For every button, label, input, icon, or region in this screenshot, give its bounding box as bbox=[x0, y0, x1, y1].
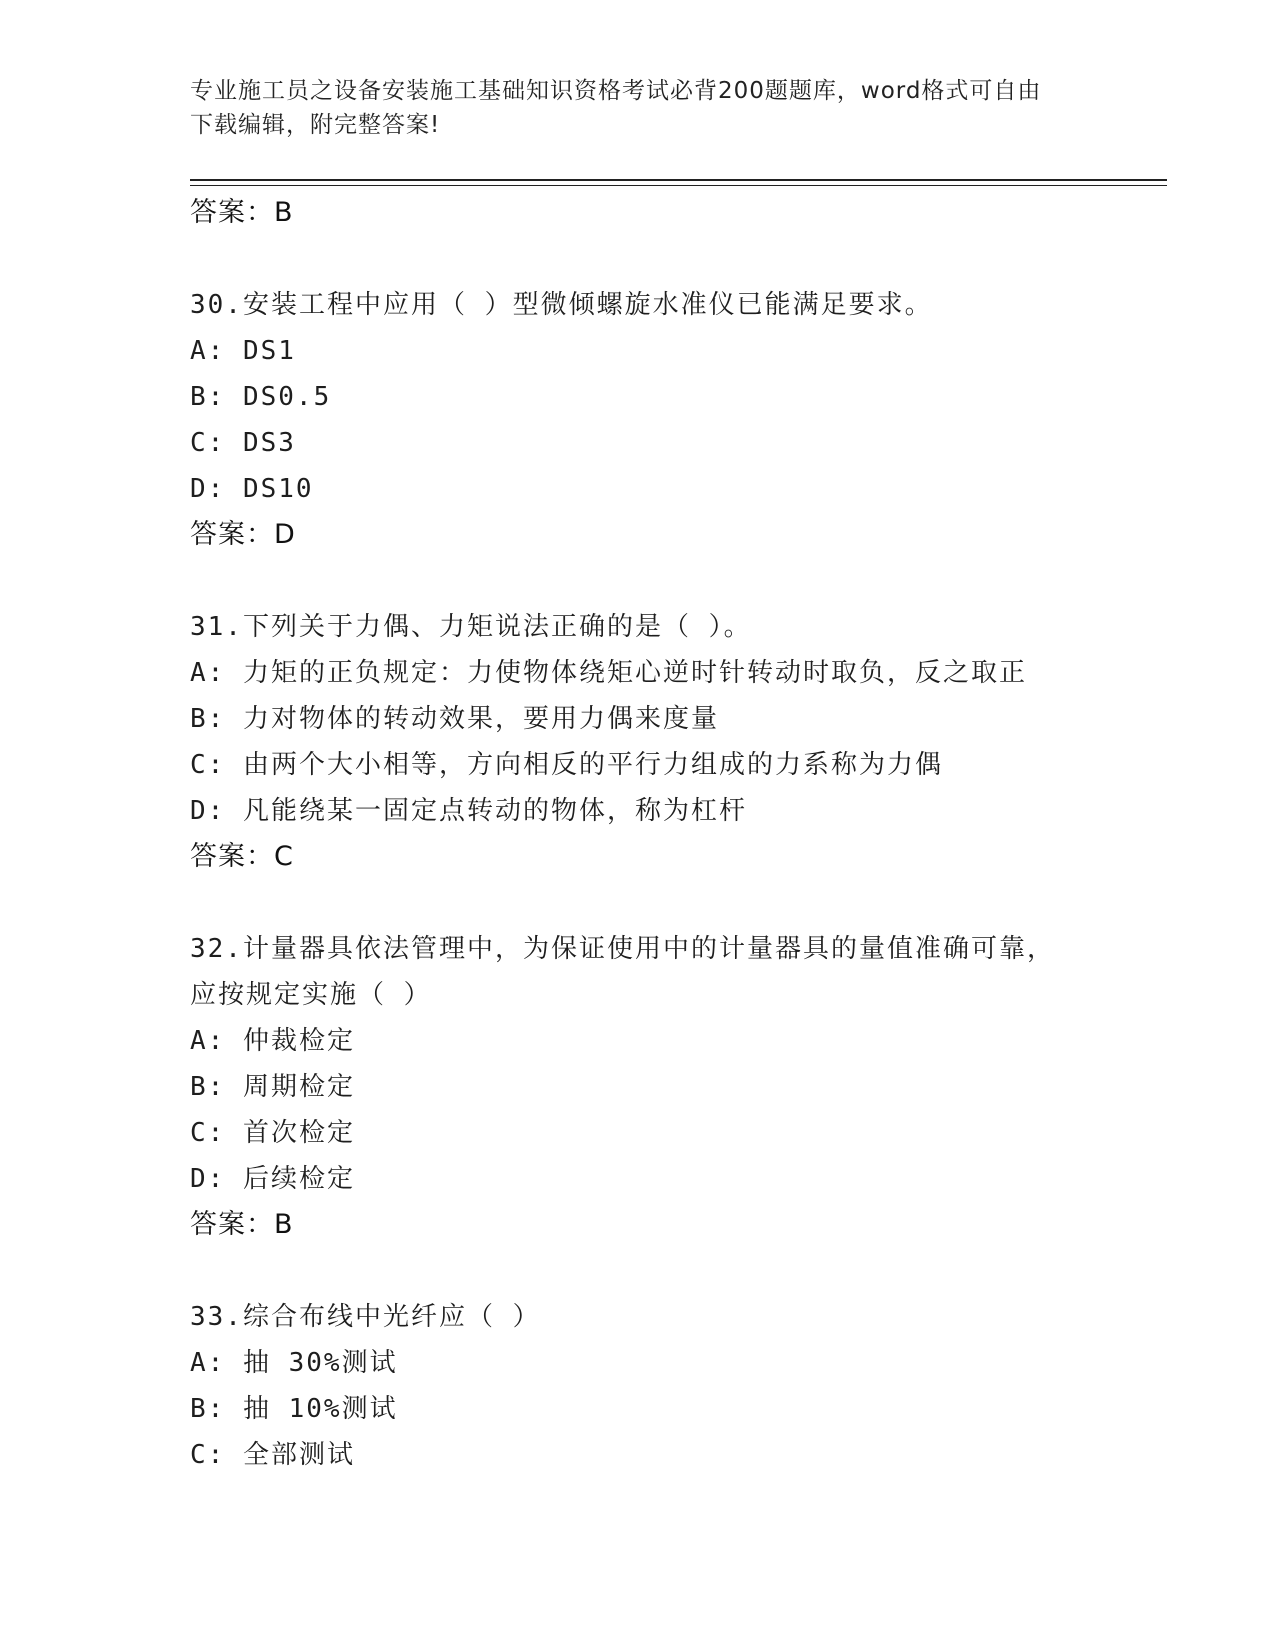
option-b: B: DS0.5 bbox=[190, 382, 332, 412]
option-b: B: 抽 10%测试 bbox=[190, 1394, 398, 1424]
option-a: A: 仲裁检定 bbox=[190, 1026, 355, 1056]
spacer bbox=[190, 236, 1170, 282]
option-d: D: 后续检定 bbox=[190, 1164, 355, 1194]
question-stem: 32.计量器具依法管理中，为保证使用中的计量器具的量值准确可靠， bbox=[190, 934, 1055, 964]
question-stem: 30.安装工程中应用（ ）型微倾螺旋水准仪已能满足要求。 bbox=[190, 290, 933, 320]
option-c: C: 全部测试 bbox=[190, 1440, 355, 1470]
option-a: A: 力矩的正负规定：力使物体绕矩心逆时针转动时取负，反之取正 bbox=[190, 658, 1027, 688]
question-stem: 33.综合布线中光纤应（ ） bbox=[190, 1302, 541, 1332]
option-c: C: 首次检定 bbox=[190, 1118, 355, 1148]
answer-line: 答案：B bbox=[190, 197, 294, 228]
answer-line: 答案：B bbox=[190, 1209, 294, 1240]
question-list bbox=[190, 190, 1170, 1478]
option-d: D: 凡能绕某一固定点转动的物体，称为杠杆 bbox=[190, 796, 747, 826]
option-b: B: 周期检定 bbox=[190, 1072, 355, 1102]
option-c: C: 由两个大小相等，方向相反的平行力组成的力系称为力偶 bbox=[190, 750, 943, 780]
header-rule-thick bbox=[190, 179, 1167, 181]
option-a: A: DS1 bbox=[190, 336, 296, 366]
spacer bbox=[190, 880, 1170, 926]
question-block bbox=[190, 282, 1170, 558]
option-b: B: 力对物体的转动效果，要用力偶来度量 bbox=[190, 704, 719, 734]
option-c: C: DS3 bbox=[190, 428, 296, 458]
question-stem: 31.下列关于力偶、力矩说法正确的是（ ）。 bbox=[190, 612, 752, 642]
header-rule-thin bbox=[190, 185, 1167, 186]
spacer bbox=[190, 1248, 1170, 1294]
answer-line: 答案：C bbox=[190, 841, 294, 872]
question-block bbox=[190, 604, 1170, 880]
question-block bbox=[190, 926, 1170, 1248]
question-stem-continued: 应按规定实施（ ） bbox=[190, 980, 432, 1010]
answer-line: 答案：D bbox=[190, 519, 296, 550]
header-line-2: 下载编辑，附完整答案! bbox=[190, 112, 441, 138]
spacer bbox=[190, 558, 1170, 604]
option-d: D: DS10 bbox=[190, 474, 314, 504]
document-header bbox=[190, 74, 1090, 142]
option-a: A: 抽 30%测试 bbox=[190, 1348, 398, 1378]
header-line-1: 专业施工员之设备安装施工基础知识资格考试必背200题题库，word格式可自由 bbox=[190, 78, 1042, 104]
question-block bbox=[190, 1294, 1170, 1478]
